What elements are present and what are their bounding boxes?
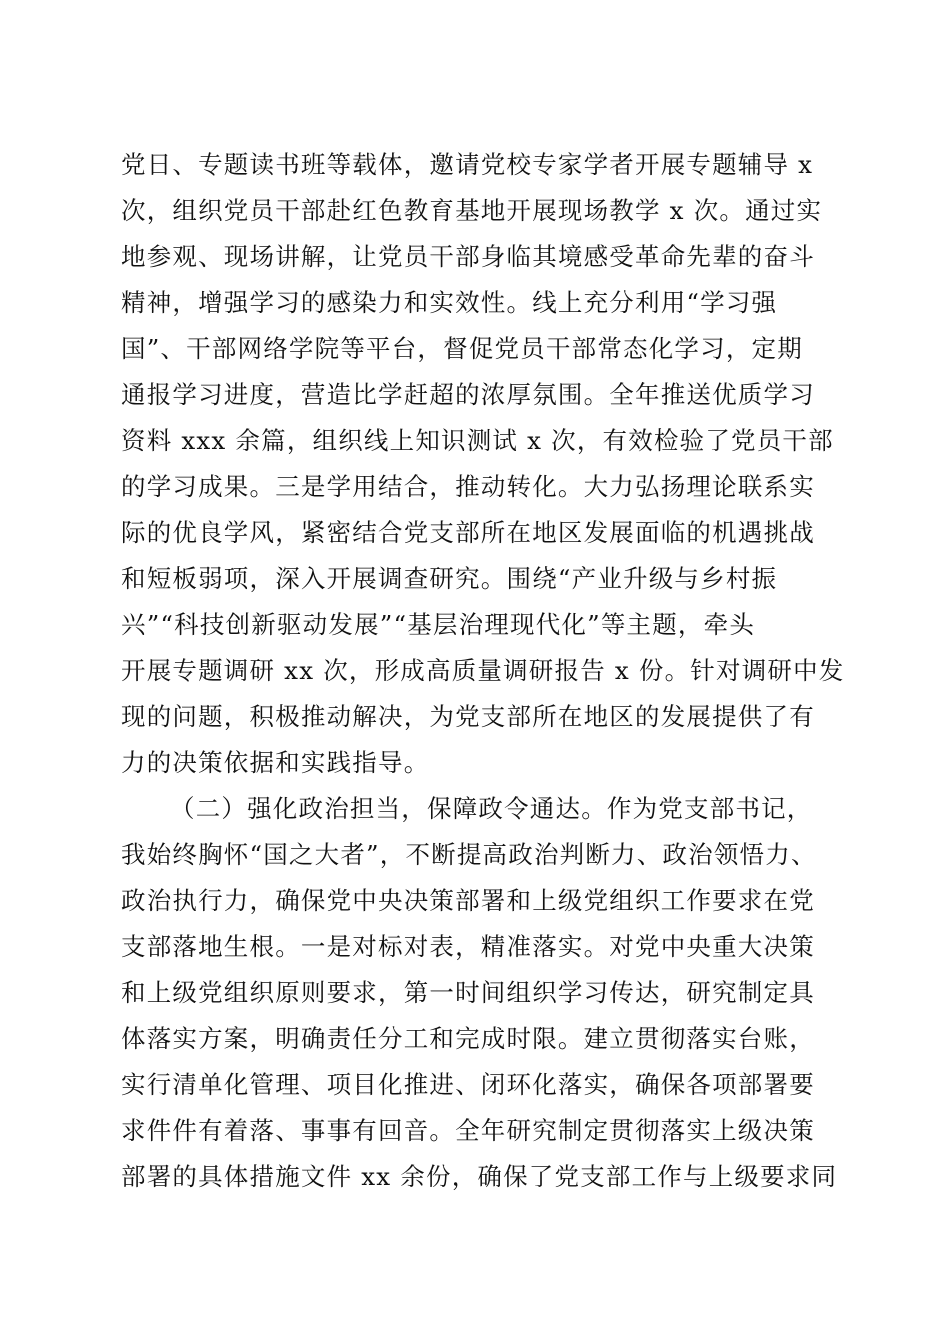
- body-text-line: 次，组织党员干部赴红色教育基地开展现场教学 x 次。通过实: [121, 196, 823, 225]
- body-text-line: 国”、干部网络学院等平台，督促党员干部常态化学习，定期: [121, 334, 803, 363]
- body-text-line: 我始终胸怀“国之大者”，不断提高政治判断力、政治领悟力、: [121, 840, 817, 869]
- body-text-line: 求件件有着落、事事有回音。全年研究制定贯彻落实上级决策: [121, 1116, 815, 1145]
- body-text-line: 精神，增强学习的感染力和实效性。线上充分利用“学习强: [121, 288, 778, 317]
- body-text-line: 通报学习进度，营造比学赶超的浓厚氛围。全年推送优质学习: [121, 380, 815, 409]
- body-text-line: 体落实方案，明确责任分工和完成时限。建立贯彻落实台账，: [121, 1024, 815, 1053]
- section-heading-line: （二）强化政治担当，保障政令通达。作为党支部书记，: [170, 794, 813, 823]
- body-text-line: 资料 xxx 余篇，组织线上知识测试 x 次，有效检验了党员干部: [121, 426, 834, 455]
- body-text-line: 和短板弱项，深入开展调查研究。围绕“产业升级与乡村振: [121, 564, 778, 593]
- body-text-line: 地参观、现场讲解，让党员干部身临其境感受革命先辈的奋斗: [121, 242, 815, 271]
- body-text-line: 开展专题调研 xx 次，形成高质量调研报告 x 份。针对调研中发: [121, 656, 845, 685]
- body-text-line: 党日、专题读书班等载体，邀请党校专家学者开展专题辅导 x: [121, 150, 814, 179]
- body-text-line: 和上级党组织原则要求，第一时间组织学习传达，研究制定具: [121, 978, 815, 1007]
- body-text-line: 力的决策依据和实践指导。: [121, 748, 430, 777]
- body-text-line: 的学习成果。三是学用结合，推动转化。大力弘扬理论联系实: [121, 472, 815, 501]
- body-text-line: 部署的具体措施文件 xx 余份，确保了党支部工作与上级要求同: [121, 1162, 838, 1191]
- body-text-line: 现的问题，积极推动解决，为党支部所在地区的发展提供了有: [121, 702, 815, 731]
- body-text-line: 政治执行力，确保党中央决策部署和上级党组织工作要求在党: [121, 886, 815, 915]
- body-text-line: 支部落地生根。一是对标对表，精准落实。对党中央重大决策: [121, 932, 815, 961]
- body-text-line: 际的优良学风，紧密结合党支部所在地区发展面临的机遇挑战: [121, 518, 815, 547]
- body-text-line: 兴”“科技创新驱动发展”“基层治理现代化”等主题，牵头: [121, 610, 756, 639]
- body-text-line: 实行清单化管理、项目化推进、闭环化落实，确保各项部署要: [121, 1070, 815, 1099]
